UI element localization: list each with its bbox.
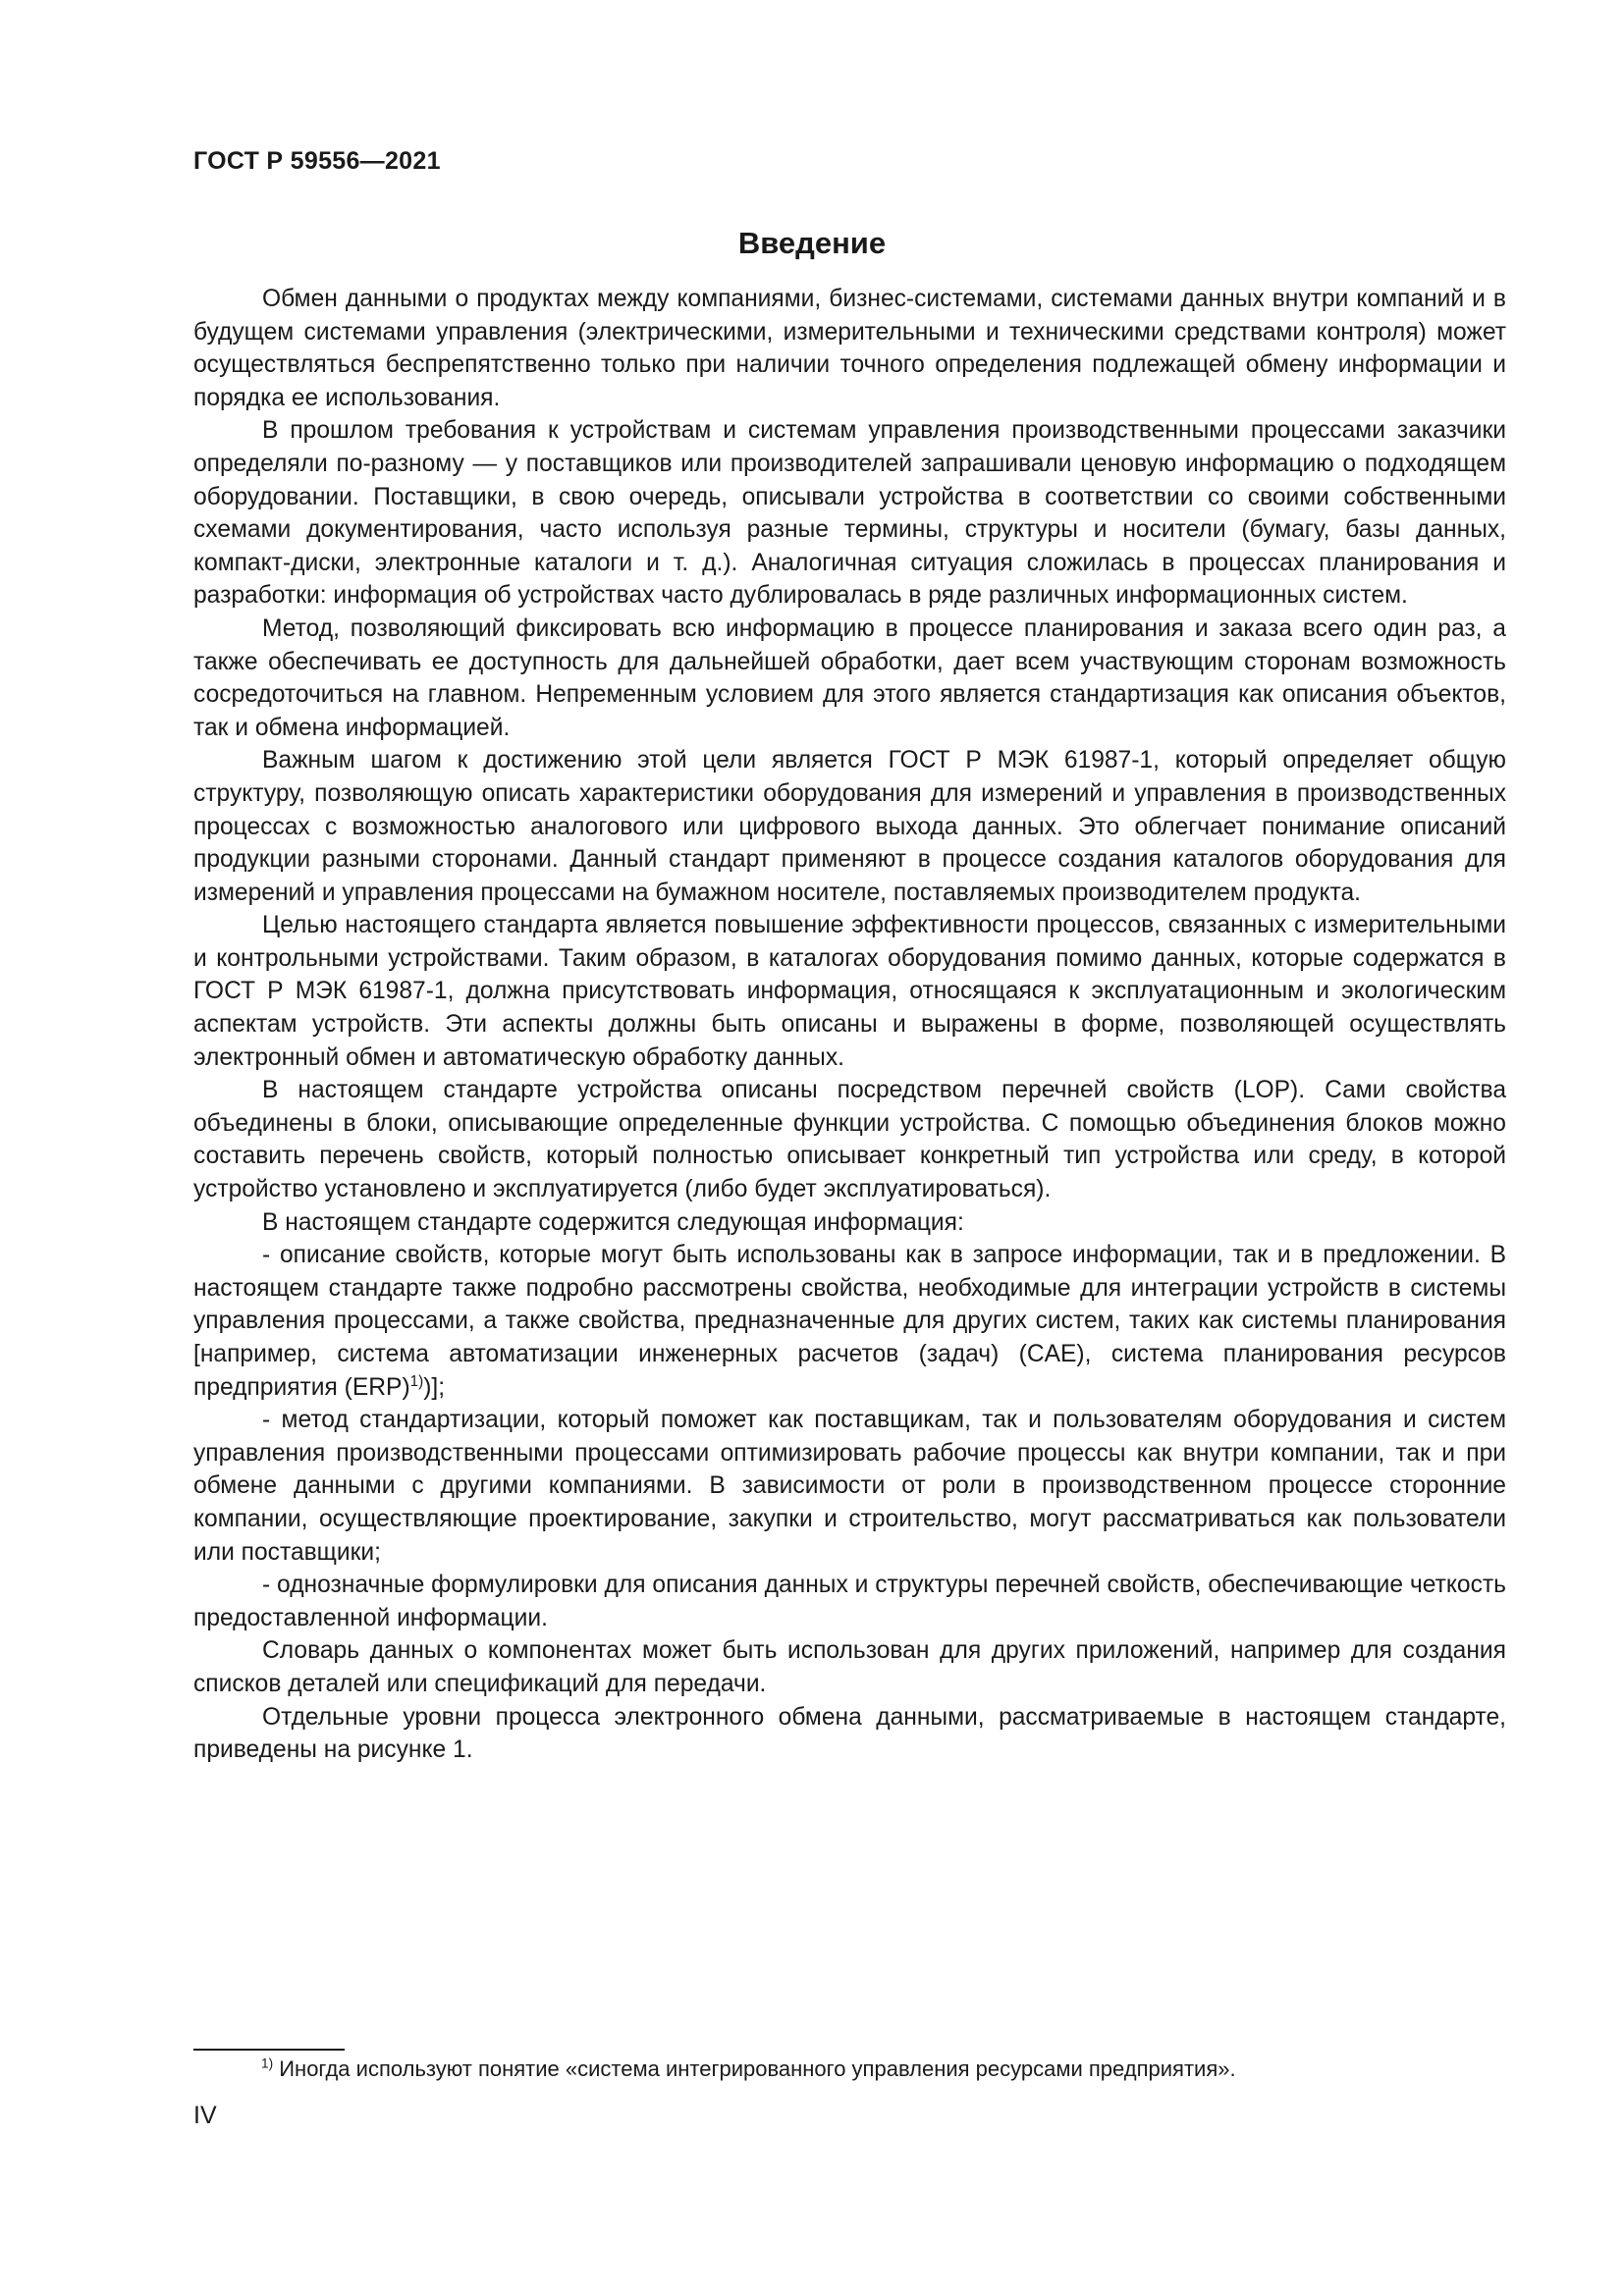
footnote-separator bbox=[193, 2049, 345, 2051]
paragraph: В настоящем стандарте устройства описаны посредством перечней свойств (LOP). Сами свойства объединены в блоки, описывающие определенные функции устройства. С помощью объединения блоков можно составить перечень свойств, который полностью описывает конкретный тип устройства или среду, в которой устройство установлено и эксплуатируется (либо будет эксплуатироваться). bbox=[193, 1077, 1506, 1203]
list-item bbox=[193, 1239, 1506, 1404]
body-text bbox=[193, 283, 1506, 1767]
paragraph: Обмен данными о продуктах между компаниями, бизнес-системами, системами данных внутри компаний и в будущем системами управления (электрическими, измерительными и техническими средствами контроля) может осуществляться беспрепятственно только при наличии точного определения подлежащей обмену информации и порядка ее использования. bbox=[193, 286, 1506, 411]
page-number: IV bbox=[193, 2102, 217, 2129]
paragraph: Метод, позволяющий фиксировать всю информацию в процессе планирования и заказа всего один раз, а также обеспечивать ее доступность для дальнейшей обработки, дает всем участвующим сторонам возможность сосредоточиться на главном. Непременным условием для этого является стандартизация как описания объектов, так и обмена информацией. bbox=[193, 614, 1506, 741]
paragraph: Словарь данных о компонентах может быть использован для других приложений, например для создания списков деталей или спецификаций для передачи. bbox=[193, 1637, 1506, 1697]
footnote bbox=[261, 2055, 1236, 2084]
list-item: - метод стандартизации, который поможет как поставщикам, так и пользователям оборудования и систем управления производственными процессами оптимизировать рабочие процессы как внутри компании, так и при обмене данными с другими компаниями. В зависимости от роли в производственном процессе сторонние компании, осуществляющие проектирование, закупки и строительство, могут рассматриваться как пользователи или поставщики; bbox=[193, 1407, 1506, 1566]
footnote-marker: 1) bbox=[261, 2056, 274, 2071]
paragraph: В прошлом требования к устройствам и системам управления производственными процессами заказчики определяли по-разному — у поставщиков или производителей запрашивали ценовую информацию о подходящем оборудовании. Поставщики, в свою очередь, описывали устройства в соответствии со своими собственными схемами документирования, часто используя разные термины, структуры и носители (бумагу, базы данных, компакт-диски, электронные каталоги и т. д.). Аналогичная ситуация сложилась в процессах планирования и разработки: информация об устройствах часто дублировалась в ряде различных информационных систем. bbox=[193, 417, 1506, 610]
paragraph: Важным шагом к достижению этой цели является ГОСТ Р МЭК 61987-1, который определяет общую структуру, позволяющую описать характеристики оборудования для измерений и управления в производственных процессах с возможностью аналогового или цифрового выхода данных. Это облегчает понимание описаний продукции разными сторонами. Данный стандарт применяют в процессе создания каталогов оборудования для измерений и управления процессами на бумажном носителе, поставляемых производителем продукта. bbox=[193, 747, 1506, 906]
section-title: Введение bbox=[737, 226, 887, 260]
document-header: ГОСТ Р 59556—2021 bbox=[193, 147, 441, 175]
footnote-text: Иногда используют понятие «система интегрированного управления ресурсами предприятия». bbox=[273, 2056, 1236, 2081]
paragraph: В настоящем стандарте содержится следующая информация: bbox=[262, 1208, 964, 1236]
footnote-ref[interactable]: 1) bbox=[409, 1372, 424, 1390]
list-item-text-end: )]; bbox=[423, 1373, 446, 1401]
paragraph: Целью настоящего стандарта является повышение эффективности процессов, связанных с измерительными и контрольными устройствами. Таким образом, в каталогах оборудования помимо данных, которые содержатся в ГОСТ Р МЭК 61987-1, должна присутствовать информация, относящаяся к эксплуатационным и экологическим аспектам устройств. Эти аспекты должны быть описаны и выражены в форме, позволяющей осуществлять электронный обмен и автоматическую обработку данных. bbox=[193, 912, 1506, 1071]
list-item-text: - описание свойств, которые могут быть использованы как в запросе информации, так и в предложении. В настоящем стандарте также подробно рассмотрены свойства, необходимые для интеграции устройств в системы управления процессами, а также свойства, предназначенные для других систем, таких как системы планирования [например, система автоматизации инженерных расчетов (задач) (CAE), система планирования ресурсов предприятия (ERP) bbox=[193, 1242, 1506, 1401]
list-item: - однозначные формулировки для описания данных и структуры перечней свойств, обеспечивающие четкость предоставленной информации. bbox=[193, 1572, 1506, 1631]
paragraph: Отдельные уровни процесса электронного обмена данными, рассматриваемые в настоящем стандарте, приведены на рисунке 1. bbox=[193, 1703, 1506, 1764]
